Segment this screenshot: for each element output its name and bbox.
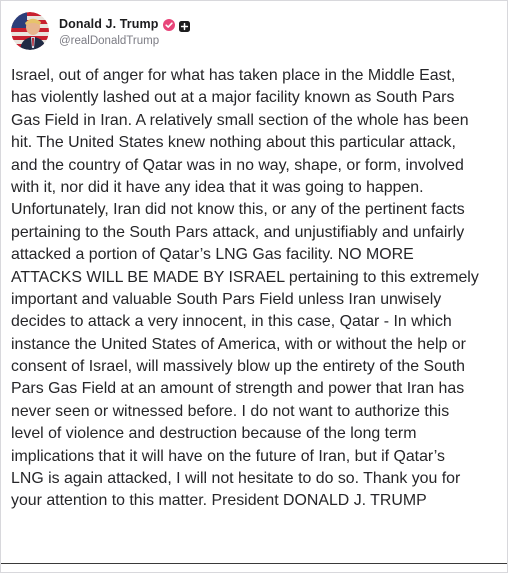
post-text-line: level of violence and destruction because of the long term [11, 425, 417, 443]
post-text-line: hit. The United States knew nothing about this particular attack, [11, 134, 456, 152]
author-display-name[interactable]: Donald J. Trump [59, 17, 159, 31]
verified-badge-icon [163, 18, 175, 30]
follow-plus-icon[interactable] [179, 19, 190, 30]
avatar[interactable] [11, 12, 49, 50]
post-text-line: Israel, out of anger for what has taken place in the Middle East, [11, 67, 456, 84]
post-text [11, 65, 508, 513]
post-text-line: and the country of Qatar was in no way, shape, or form, involved [11, 156, 464, 174]
post-header [11, 10, 190, 52]
post-text-line: decides to attack a very innocent, in this case, Qatar - In which [11, 313, 452, 331]
post-text-line: pertaining to the South Pars attack, and unjustifiably and unfairly [11, 223, 465, 241]
post-text-line: with it, nor did it have any idea that it was going to happen. [11, 178, 424, 196]
post-text-line: consent of Israel, will massively blow up the entirety of the South [11, 358, 465, 376]
author-info [59, 15, 190, 47]
post-text-line: LNG is again attacked, I will not hesitate to do so. Thank you for [11, 470, 461, 488]
post-text-line: attacked a portion of Qatar’s LNG Gas facility. NO MORE [11, 246, 414, 264]
post-text-line: never seen or witnessed before. I do not want to authorize this [11, 402, 450, 420]
post-text-line: your attention to this matter. President DONALD J. TRUMP [11, 492, 427, 510]
bottom-divider [1, 563, 507, 564]
avatar-image [11, 12, 49, 50]
post-text-line: has violently lashed out at a major facility known as South Pars [11, 89, 455, 107]
author-name-row [59, 15, 190, 33]
post-text-line: important and valuable South Pars Field unless Iran unwisely [11, 290, 442, 308]
post-text-line: implications that it will have on the future of Iran, but if Qatar’s [11, 447, 445, 465]
post-text-line: Unfortunately, Iran did not know this, or any of the pertinent facts [11, 201, 465, 219]
post-text-line: Gas Field in Iran. A relatively small section of the whole has been [11, 111, 469, 129]
author-handle[interactable]: @realDonaldTrump [59, 35, 160, 47]
post-text-line: ATTACKS WILL BE MADE BY ISRAEL pertaining to this extremely [11, 268, 479, 286]
post-text-line: instance the United States of America, with or without the help or [11, 335, 466, 353]
post-text-line: Pars Gas Field at an amount of strength and power that Iran has [11, 380, 465, 398]
